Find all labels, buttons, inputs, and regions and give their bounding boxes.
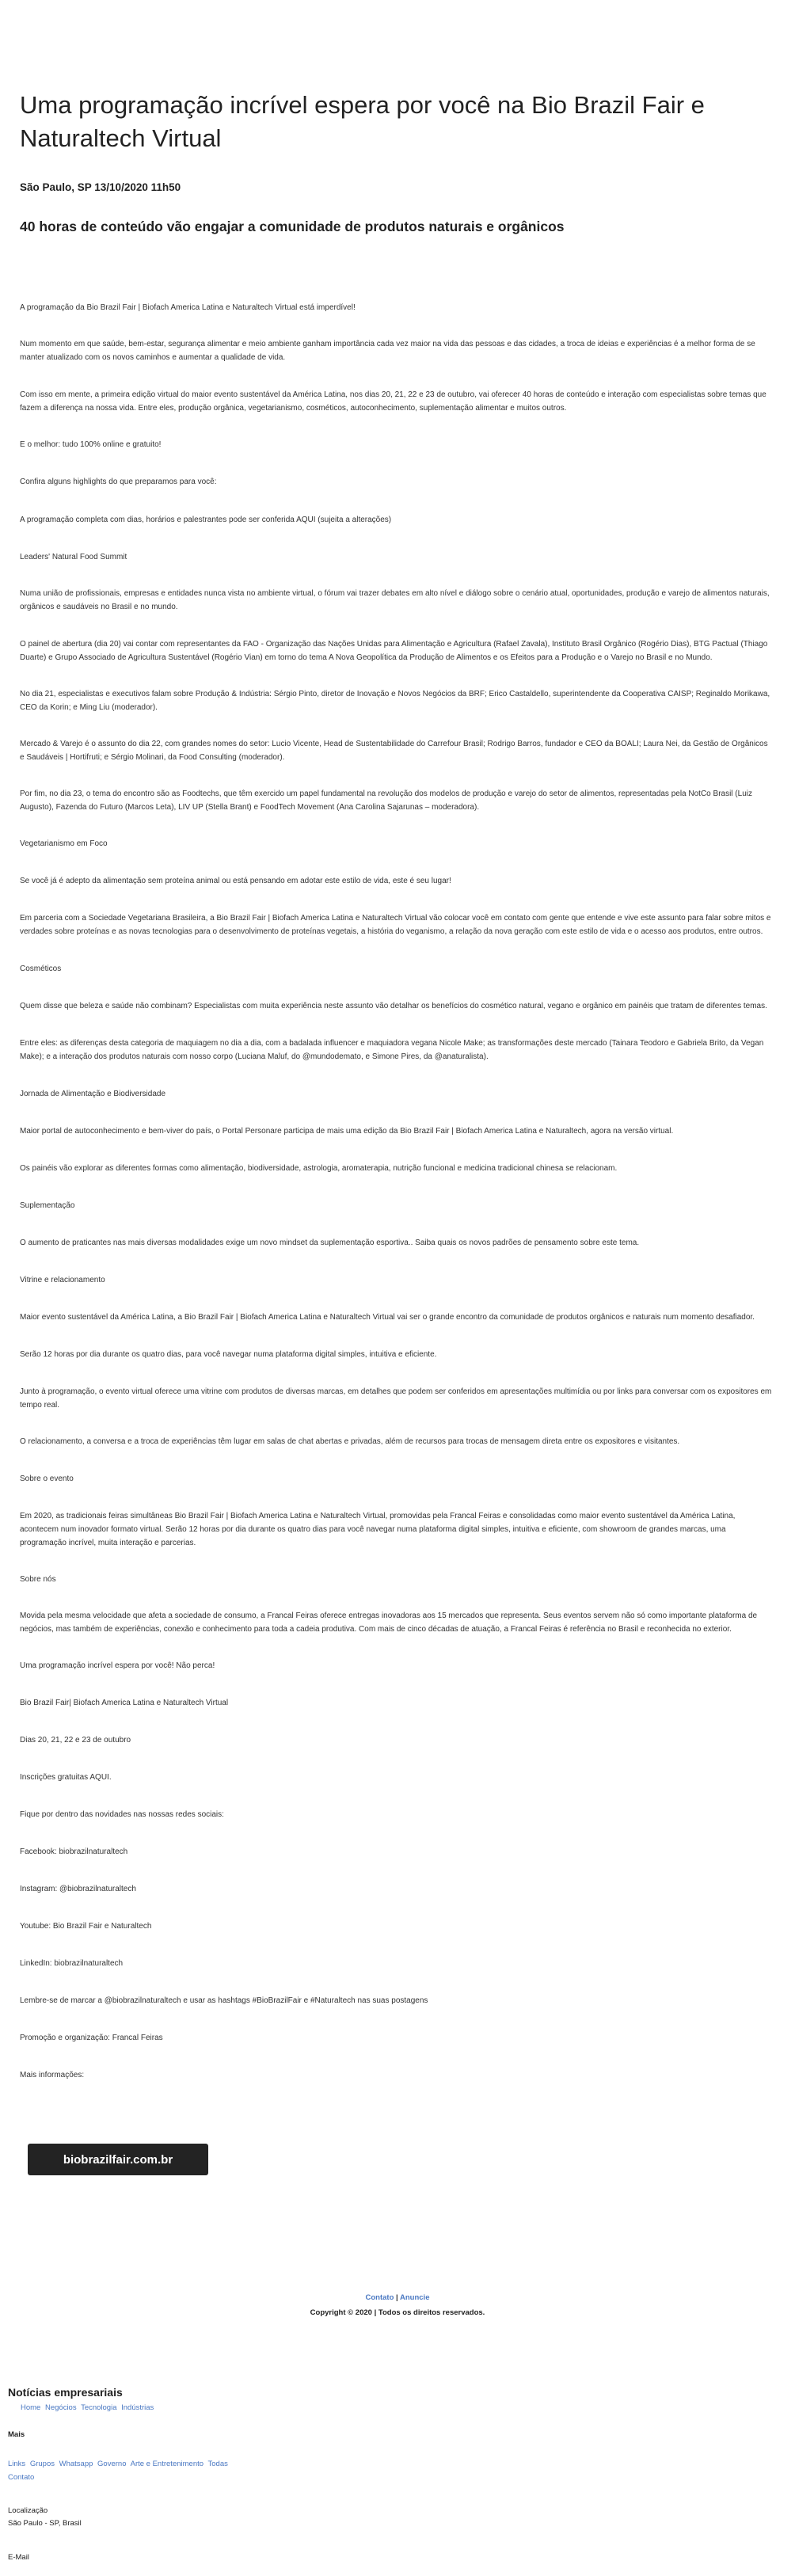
paragraph: Mais informações: — [20, 2071, 85, 2079]
more-link-arte[interactable]: Arte e Entretenimento — [130, 2460, 204, 2468]
paragraph: Quem disse que beleza e saúde não combinam? Especialistas com muita experiência neste assunto vão detalhar os benefícios do cosmético natural, vegano e orgânico em painéis que tratam de diferentes temas. — [20, 1002, 767, 1010]
paragraph: No dia 21, especialistas e executivos falam sobre Produção & Indústria: Sérgio Pinto, diretor de Inovação e Novos Negócios da BRF; Erico Castaldello, superintendente da Cooperativa CAISP; Reginaldo Morikawa, CEO da Korin; e Ming Liu (moderador). — [20, 690, 770, 712]
paragraph: LinkedIn: biobrazilnaturaltech — [20, 1959, 124, 1968]
section-heading: Suplementação — [20, 1201, 75, 1210]
paragraph: Confira alguns highlights do que preparamos para você: — [20, 478, 217, 486]
article-subtitle: 40 horas de conteúdo vão engajar a comunidade de produtos naturais e orgânicos — [20, 219, 565, 234]
paragraph: Instagram: @biobrazilnaturaltech — [20, 1885, 136, 1893]
paragraph: O aumento de praticantes nas mais diversas modalidades exige um novo mindset da suplementação esportiva.. Saiba quais os novos padrões de pensamento sobre este tema. — [20, 1239, 640, 1247]
paragraph: Uma programação incrível espera por você! Não perca! — [20, 1661, 215, 1670]
paragraph: Serão 12 horas por dia durante os quatro dias, para você navegar numa plataforma digital simples, intuitiva e eficiente. — [20, 1350, 437, 1359]
paragraph: Com isso em mente, a primeira edição virtual do maior evento sustentável da América Latina, nos dias 20, 21, 22 e 23 de outubro, vai oferecer 40 horas de conteúdo e interação com especialistas sobre temas que fazem a diferença na nossa vida. Entre eles, produção orgânica, vegetarianismo, cosméticos, autoconhecimento, suplementação alimentar e muitos outros. — [20, 390, 766, 413]
more-link-governo[interactable]: Governo — [97, 2460, 127, 2468]
paragraph: Entre eles: as diferenças desta categoria de maquiagem no dia a dia, com a badalada influencer e maquiadora vegana Nicole Make; as transformações deste mercado (Tainara Teodoro e Gabriela Brito, da Vegan Make); e a interação dos produtos naturais com nosso corpo (Luciana Maluf, do @mundodemato, e Simone Pires, da @anaturalista). — [20, 1039, 764, 1061]
footer-separator: | — [396, 2293, 398, 2302]
location-label: Localização — [8, 2506, 48, 2515]
nav-home[interactable]: Home — [21, 2403, 41, 2412]
nav-negocios[interactable]: Negócios — [44, 2403, 77, 2412]
more-link-whatsapp[interactable]: Whatsapp — [59, 2460, 93, 2468]
more-link-grupos[interactable]: Grupos — [29, 2460, 55, 2468]
paragraph: Maior evento sustentável da América Latina, a Bio Brazil Fair | Biofach America Latina e Naturaltech Virtual vai ser o grande encontro da comunidade de produtos orgânicos e naturais num momento desafiador. — [20, 1313, 755, 1322]
more-link-links[interactable]: Links — [8, 2460, 26, 2468]
section-heading: Sobre nós — [20, 1575, 56, 1584]
website-button[interactable]: biobrazilfair.com.br — [28, 2144, 208, 2175]
paragraph: Os painéis vão explorar as diferentes formas como alimentação, biodiversidade, astrologia, aromaterapia, nutrição funcional e medicina tradicional chinesa se relacionam. — [20, 1164, 618, 1173]
email-label: E-Mail — [8, 2553, 29, 2562]
article-dateline: São Paulo, SP 13/10/2020 11h50 — [20, 181, 181, 193]
paragraph: E o melhor: tudo 100% online e gratuito! — [20, 440, 162, 449]
section-heading: Vegetarianismo em Foco — [20, 839, 108, 848]
more-links — [8, 2457, 230, 2484]
paragraph: Bio Brazil Fair| Biofach America Latina e Naturaltech Virtual — [20, 1699, 229, 1707]
paragraph: Numa união de profissionais, empresas e entidades nunca vista no ambiente virtual, o fórum vai trazer debates em alto nível e diálogo sobre o cenário atual, oportunidades, produção e varejo de alimentos naturais, orgânicos e saudáveis no Brasil e no mundo. — [20, 589, 770, 611]
paragraph: Lembre-se de marcar a @biobrazilnaturaltech e usar as hashtags #BioBrazilFair e #Naturaltech nas suas postagens — [20, 1996, 428, 2005]
paragraph: Junto à programação, o evento virtual oferece uma vitrine com produtos de diversas marcas, em detalhes que podem ser conferidos em apresentações multimídia ou por links para conversar com os expositores em tempo real. — [20, 1387, 772, 1410]
site-brand: Notícias empresariais — [8, 2386, 123, 2399]
section-heading: Sobre o evento — [20, 1474, 74, 1483]
section-heading: Vitrine e relacionamento — [20, 1276, 105, 1284]
more-heading: Mais — [8, 2430, 25, 2439]
paragraph: Maior portal de autoconhecimento e bem-viver do país, o Portal Personare participa de mais uma edição da Bio Brazil Fair | Biofach America Latina e Naturaltech, agora na versão virtual. — [20, 1127, 674, 1136]
paragraph: A programação da Bio Brazil Fair | Biofach America Latina e Naturaltech Virtual está imperdível! — [20, 303, 356, 312]
paragraph: Em parceria com a Sociedade Vegetariana Brasileira, a Bio Brazil Fair | Biofach America Latina e Naturaltech Virtual vão colocar você em contato com gente que entende e vive este assunto para falar sobre mitos e verdades sobre proteínas e as novas tecnologias para o desenvolvimento de proteínas vegetais, a história do veganismo, a relação da nova geração com este estilo de vida e o acesso aos produtos, entre outros. — [20, 914, 771, 936]
copyright: Copyright © 2020 | Todos os direitos reservados. — [310, 2308, 485, 2317]
paragraph: Mercado & Varejo é o assunto do dia 22, com grandes nomes do setor: Lucio Vicente, Head de Sustentabilidade do Carrefour Brasil; Rodrigo Barros, fundador e CEO da BOALI; Laura Nei, da Gestão de Orgânicos e Saudáveis | Hortifruti; e Sérgio Molinari, da Food Consulting (moderador). — [20, 740, 768, 762]
footer-advertise-link[interactable]: Anuncie — [400, 2293, 430, 2302]
nav-tecnologia[interactable]: Tecnologia — [81, 2403, 117, 2412]
paragraph: Inscrições gratuitas AQUI. — [20, 1773, 112, 1782]
paragraph: Facebook: biobrazilnaturaltech — [20, 1847, 128, 1856]
category-nav — [21, 2403, 156, 2412]
section-heading: Leaders' Natural Food Summit — [20, 553, 127, 561]
location-value: São Paulo - SP, Brasil — [8, 2519, 82, 2528]
paragraph: Movida pela mesma velocidade que afeta a sociedade de consumo, a Francal Feiras oferece entregas inovadoras aos 15 mercados que representa. Seus eventos servem não só como importante plataforma de negócios, mas também de experiências, conexão e conhecimento para toda a cadeia produtiva. Com mais de cinco décadas de atuação, a Francal Feiras é referência no Brasil e reconhecida no exterior. — [20, 1611, 758, 1634]
paragraph: A programação completa com dias, horários e palestrantes pode ser conferida AQUI (sujeita a alterações) — [20, 516, 392, 524]
paragraph: Se você já é adepto da alimentação sem proteína animal ou está pensando em adotar este estilo de vida, este é seu lugar! — [20, 877, 451, 885]
footer-links — [0, 2293, 795, 2302]
paragraph: Youtube: Bio Brazil Fair e Naturaltech — [20, 1922, 152, 1931]
section-heading: Jornada de Alimentação e Biodiversidade — [20, 1090, 166, 1098]
paragraph: O relacionamento, a conversa e a troca de experiências têm lugar em salas de chat abertas e privadas, além de recursos para trocas de mensagem direta entre os expositores e visitantes. — [20, 1437, 680, 1446]
paragraph: Num momento em que saúde, bem-estar, segurança alimentar e meio ambiente ganham importância cada vez maior na vida das pessoas e das cidades, a troca de ideias e experiências é a melhor forma de se manter atualizado com os novos caminhos e aumentar a qualidade de vida. — [20, 340, 755, 362]
nav-industrias[interactable]: Indústrias — [121, 2403, 154, 2412]
sidebar-contact-link[interactable]: Contato — [8, 2473, 35, 2482]
footer-contact-link[interactable]: Contato — [365, 2293, 394, 2302]
section-heading: Cosméticos — [20, 965, 62, 973]
paragraph: Fique por dentro das novidades nas nossas redes sociais: — [20, 1810, 224, 1819]
more-link-todas[interactable]: Todas — [207, 2460, 228, 2468]
paragraph: Por fim, no dia 23, o tema do encontro são as Foodtechs, que têm exercido um papel fundamental na revolução dos modelos de produção e varejo do setor de alimentos, representadas pela NotCo Brasil (Luiz Augusto), Fazenda do Futuro (Marcos Leta), LIV UP (Stella Brant) e FoodTech Movement (Ana Carolina Sajarunas – moderadora). — [20, 790, 752, 812]
paragraph: Promoção e organização: Francal Feiras — [20, 2034, 163, 2042]
paragraph: Dias 20, 21, 22 e 23 de outubro — [20, 1736, 131, 1745]
article-title: Uma programação incrível espera por você na Bio Brazil Fair e Naturaltech Virtual — [20, 91, 705, 152]
paragraph: Em 2020, as tradicionais feiras simultâneas Bio Brazil Fair | Biofach America Latina e Naturaltech Virtual, promovidas pela Francal Feiras e consolidadas como maior evento sustentável da América Latina, acontecem num inovador formato virtual. Serão 12 horas por dia durante os quatro dias para você navegar numa plataforma digital simples, intuitiva e eficiente, com showroom de grandes marcas, uma programação incrível, muita interação e parcerias. — [20, 1512, 736, 1547]
paragraph: O painel de abertura (dia 20) vai contar com representantes da FAO - Organização das Nações Unidas para Alimentação e Agricultura (Rafael Zavala), Instituto Brasil Orgânico (Rogério Dias), BTG Pactual (Thiago Duarte) e Grupo Associado de Agricultura Sustentável (Rogério Vian) em torno do tema A Nova Geopolítica da Produção de Alimentos e os Efeitos para a Produção e o Varejo no Brasil e no Mundo. — [20, 640, 768, 662]
